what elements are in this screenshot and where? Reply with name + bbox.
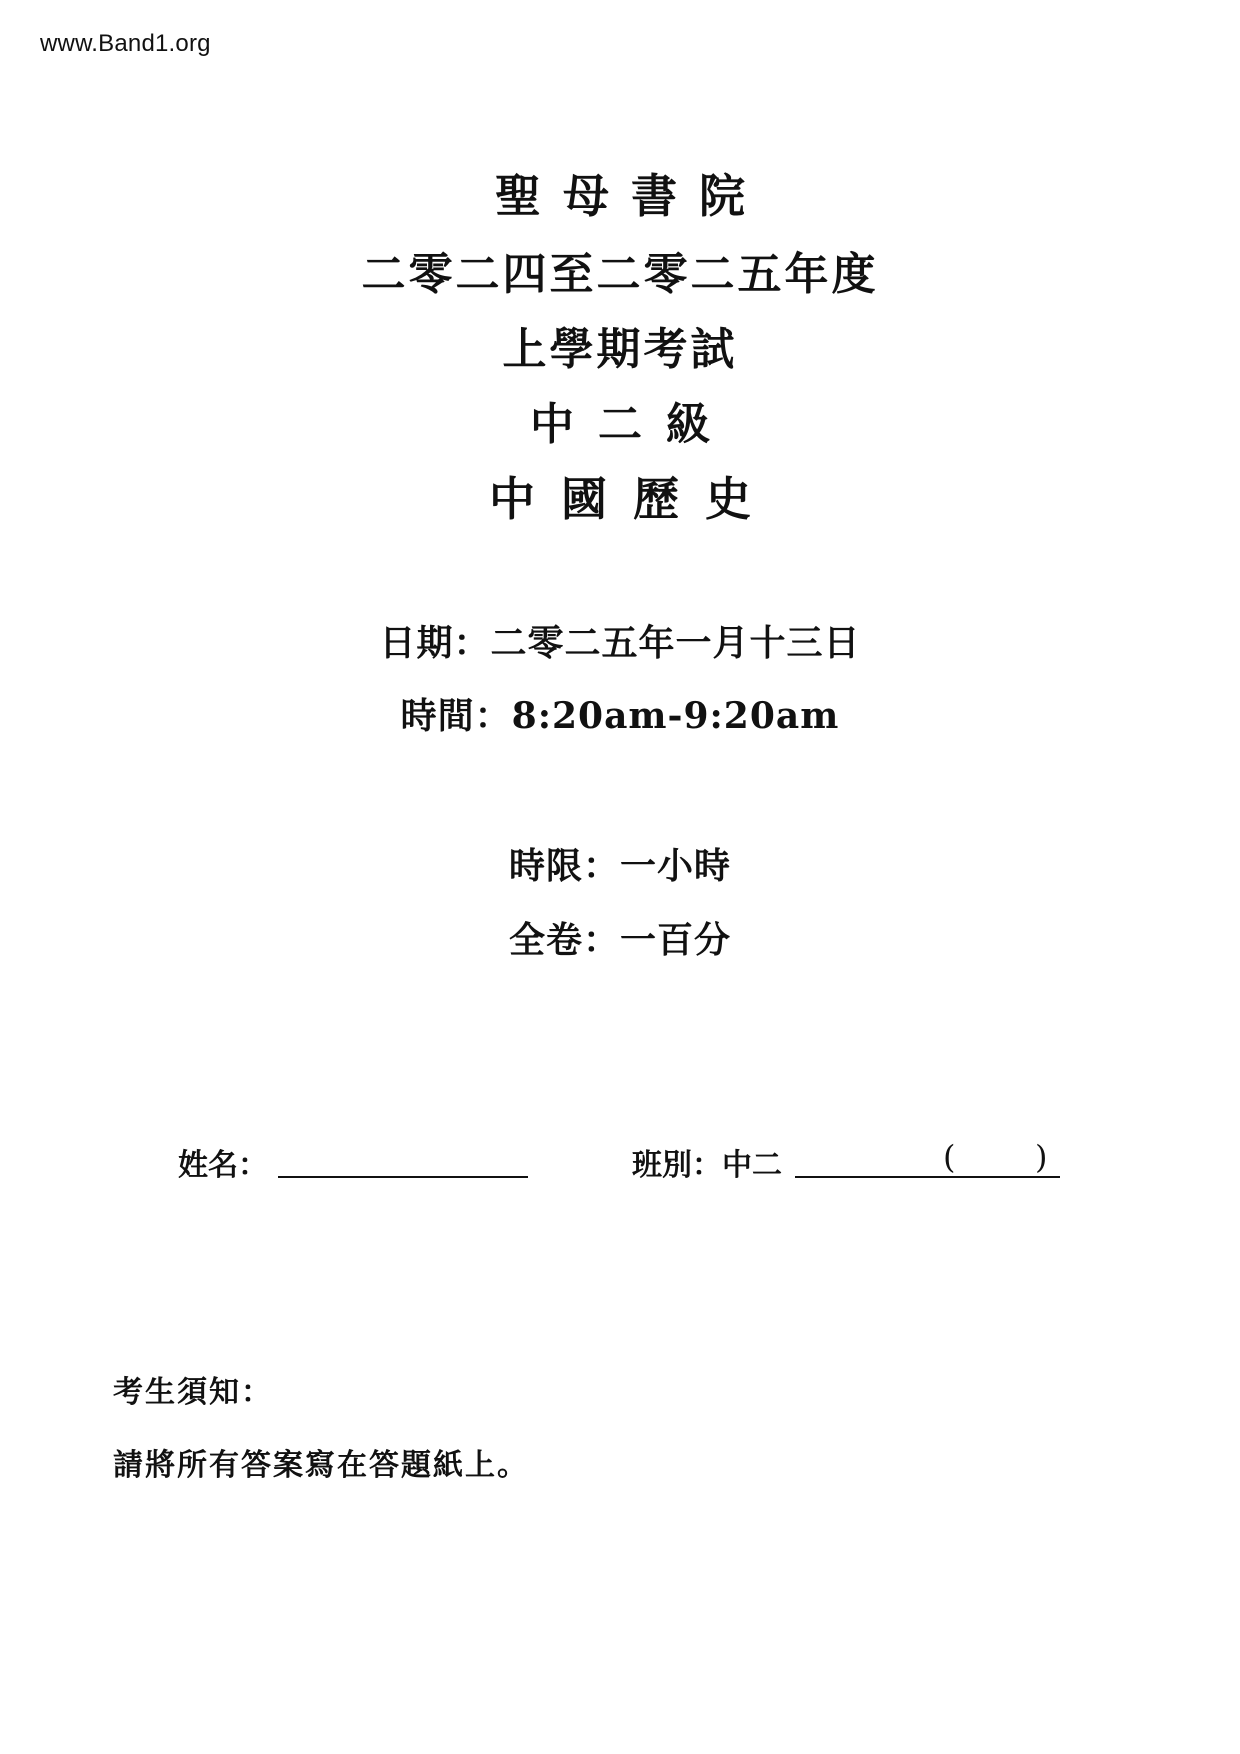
exam-title: 上學期考試 xyxy=(502,324,738,375)
instructions-heading: 考生須知： xyxy=(113,1375,273,1410)
instructions-text: 請將所有答案寫在答題紙上。 xyxy=(113,1448,529,1483)
watermark-url: www.Band1.org xyxy=(40,30,211,57)
class-number-open-paren: ( xyxy=(943,1138,956,1176)
grade-level: 中二級 xyxy=(530,399,734,450)
student-info-row xyxy=(0,1140,1240,1200)
exam-time: 時間：8:20am-9:20am xyxy=(400,695,840,737)
total-marks: 全卷：一百分 xyxy=(508,919,731,961)
exam-duration: 時限：一小時 xyxy=(508,845,731,887)
school-name: 聖母書院 xyxy=(495,169,767,223)
subject-title: 中國歷史 xyxy=(489,472,777,526)
class-label: 班別：中二 xyxy=(632,1148,782,1183)
name-label: 姓名： xyxy=(178,1148,268,1183)
academic-year: 二零二四至二零二五年度 xyxy=(361,249,879,300)
class-number-close-paren: ) xyxy=(1035,1138,1048,1176)
class-blank-line[interactable] xyxy=(795,1176,1060,1178)
exam-date: 日期：二零二五年一月十三日 xyxy=(379,622,861,664)
name-blank-line[interactable] xyxy=(278,1176,528,1178)
